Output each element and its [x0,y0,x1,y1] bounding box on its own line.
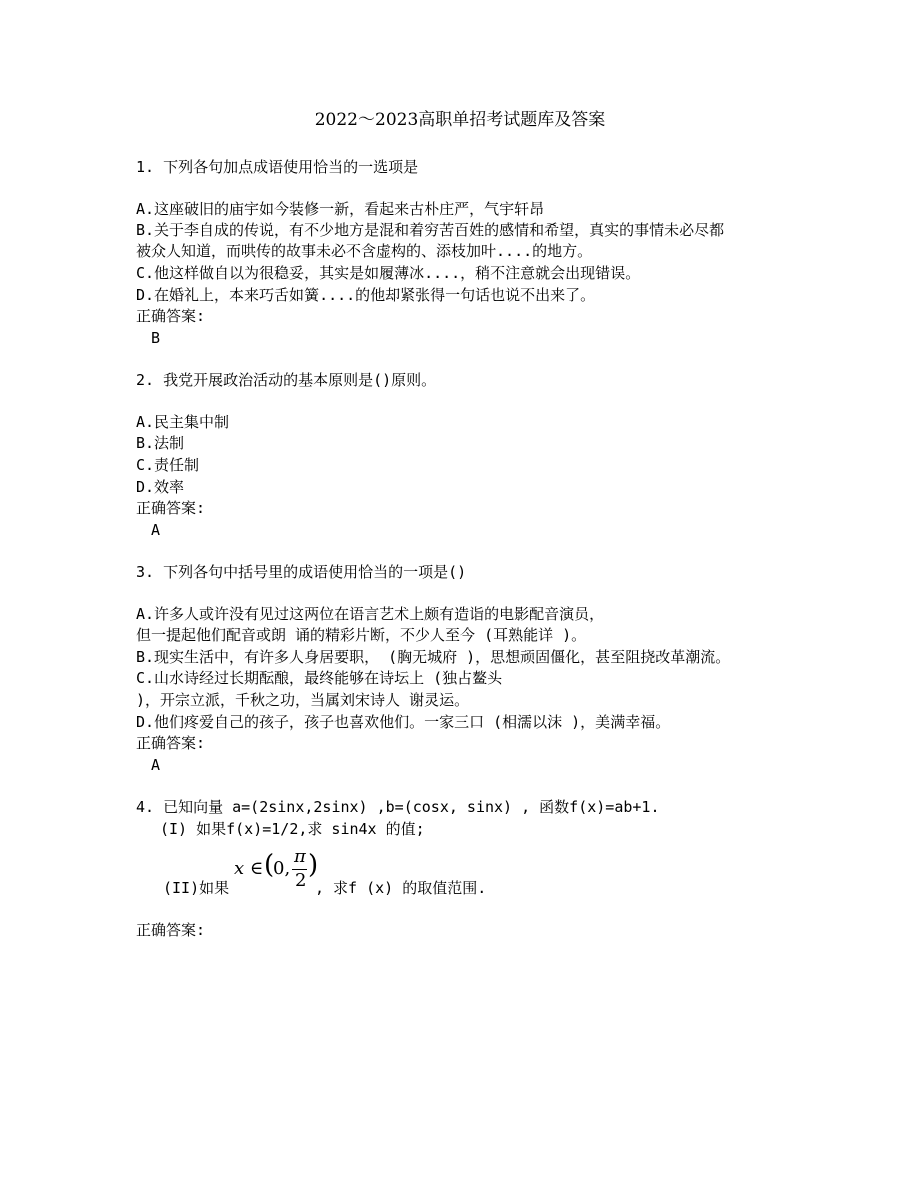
question-1-option-b-line-2: 被众人知道，而哄传的故事未必不含虚构的、添枝加叶....的地方。 [136,242,593,260]
question-1-answer-label: 正确答案: [136,307,206,325]
question-4-part-1: (I) 如果f(x)=1/2,求 sin4x 的值; [160,820,425,838]
question-3-answer-label: 正确答案: [136,734,206,752]
question-3-option-b: B.现实生活中，有许多人身居要职， (胸无城府 )，思想顽固僵化，甚至阻挠改革潮流。 [136,648,731,666]
question-3-option-a-line-2: 但一提起他们配音或朗 诵的精彩片断，不少人至今 (耳熟能详 )。 [136,626,587,644]
question-2-answer: A [151,521,161,539]
question-4-part-2-prefix: (II)如果 [163,879,230,897]
formula-zero: 0, [273,858,291,879]
question-3-option-c-line-1: C.山水诗经过长期酝酿，最终能够在诗坛上 (独占鳌头 [136,669,503,687]
question-3-stem: 3. 下列各句中括号里的成语使用恰当的一项是() [136,563,467,581]
formula-numerator-pi: π [294,846,306,867]
formula-left-paren: ( [264,850,275,880]
question-3-answer: A [151,756,161,774]
formula-denominator: 2 [295,870,307,891]
question-2-answer-label: 正确答案: [136,499,206,517]
question-2-option-b: B.法制 [136,434,185,452]
formula-x-in: x ∈ [234,858,264,879]
question-2-option-a: A.民主集中制 [136,413,230,431]
question-4-stem: 4. 已知向量 a=(2sinx,2sinx) ,b=(cosx, sinx) , 函数f(x)=ab+1. [136,798,660,816]
question-3-option-c-line-2: )，开宗立派，千秋之功，当属刘宋诗人 谢灵运。 [136,691,470,709]
question-1-stem: 1. 下列各句加点成语使用恰当的一选项是 [136,158,419,176]
question-1-option-a: A.这座破旧的庙宇如今装修一新，看起来古朴庄严，气宇轩昂 [136,200,545,218]
question-4-part-2-suffix: , 求f (x) 的取值范围. [315,879,487,897]
page-title: 2022～2023高职单招考试题库及答案 [314,110,606,130]
question-3-option-d: D.他们疼爱自己的孩子，孩子也喜欢他们。一家三口 (相濡以沫 )，美满幸福。 [136,713,671,731]
question-1-option-d: D.在婚礼上，本来巧舌如簧....的他却紧张得一句话也说不出来了。 [136,286,596,304]
question-3-option-a-line-1: A.许多人或许没有见过这两位在语言艺术上颇有造诣的电影配音演员， [136,605,605,623]
question-2-option-d: D.效率 [136,478,185,496]
question-2-stem: 2. 我党开展政治活动的基本原则是()原则。 [136,371,437,389]
question-4-answer-label: 正确答案: [136,921,206,939]
question-1-option-c: C.他这样做自以为很稳妥，其实是如履薄冰....，稍不注意就会出现错误。 [136,264,641,282]
question-1-answer: B [151,329,161,347]
question-2-option-c: C.责任制 [136,456,200,474]
question-1-option-b-line-1: B.关于李自成的传说，有不少地方是混和着穷苦百姓的感情和希望，真实的事情未必尽都 [136,221,725,239]
interval-formula [234,846,324,894]
formula-right-paren: ) [308,850,319,880]
